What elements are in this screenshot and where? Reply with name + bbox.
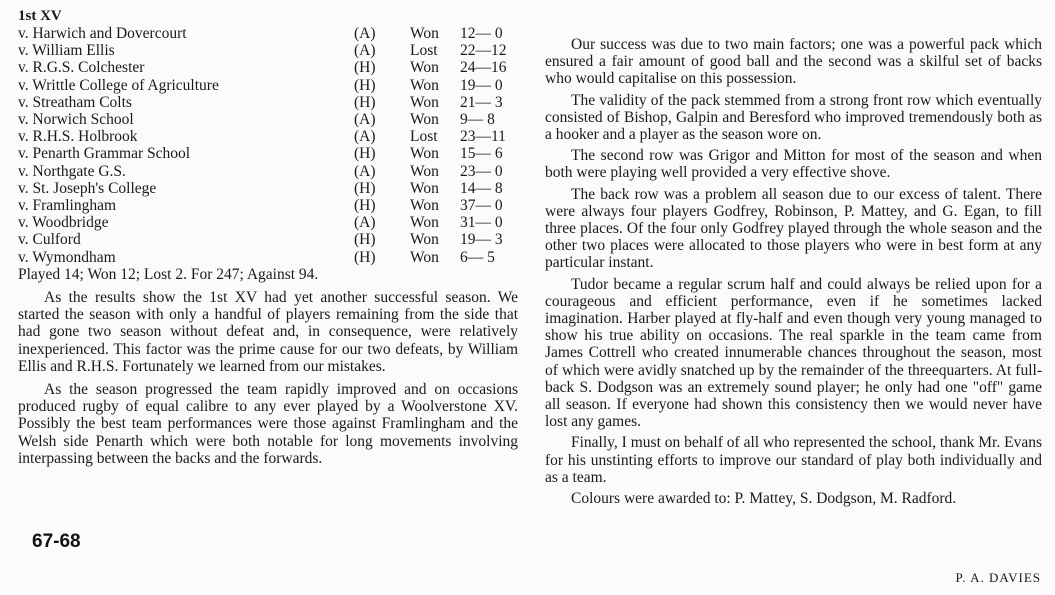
opponent-cell: v. Framlingham (18, 197, 117, 215)
score-cell: 12— 0 (460, 25, 503, 42)
score-cell: 15— 6 (460, 145, 503, 163)
opponent-cell: v. Penarth Grammar School (18, 145, 191, 163)
report-paragraph-6: The back row was a problem all season due to our excess of talent. There were always four players Godfrey, Robinson, P. Mattey, and G. Egan, to fill three places. Of the four only Godfrey played through the whole season and the other two places were allocated to those players who were in best form at any particular instant. (545, 185, 1042, 272)
venue-cell: (A) (354, 111, 376, 129)
result-row (18, 42, 518, 59)
opponent-cell: v. St. Joseph's College (18, 179, 157, 197)
result-cell: Won (410, 76, 439, 94)
venue-cell: (H) (354, 197, 376, 215)
result-cell: Lost (410, 42, 438, 60)
result-row (18, 25, 518, 42)
result-cell: Won (410, 145, 439, 163)
results-body (18, 25, 518, 266)
opponent-cell: v. Wymondham (18, 248, 116, 266)
score-cell: 19— 3 (460, 231, 503, 249)
result-row (18, 231, 518, 248)
opponent-cell: v. R.G.S. Colchester (18, 59, 145, 77)
report-paragraph-5: The second row was Grigor and Mitton for most of the season and when both were playing well provided a very effective shove. (545, 147, 1042, 182)
report-paragraph-2: As the season progressed the team rapidly improved and on occasions produced rugby of equal calibre to any ever played by a Woolverstone XV. Possibly the best team performances were those against Framlingham and the Welsh side Penarth which were both notable for long movements involving interpassing between the backs and the forwards. (18, 381, 518, 467)
score-cell: 19— 0 (460, 76, 503, 94)
result-row (18, 128, 518, 145)
report-paragraph-8: Finally, I must on behalf of all who represented the school, thank Mr. Evans for his unstinting efforts to improve our standard of play both individually and as a team. (545, 434, 1042, 486)
report-paragraph-3: Our success was due to two main factors; one was a powerful pack which ensured a fair amount of good ball and the second was a skilful set of backs who would capitalise on this possession. (545, 36, 1042, 88)
venue-cell: (A) (354, 42, 376, 60)
venue-cell: (H) (354, 145, 376, 163)
result-row (18, 94, 518, 111)
venue-cell: (A) (354, 162, 376, 180)
result-cell: Won (410, 93, 439, 111)
score-cell: 21— 3 (460, 93, 503, 111)
season-summary: Played 14; Won 12; Lost 2. For 247; Against 94. (18, 265, 319, 283)
venue-cell: (H) (354, 231, 376, 249)
result-row (18, 249, 518, 266)
result-cell: Won (410, 179, 439, 197)
page-stamp: 67-68 (32, 531, 81, 552)
opponent-cell: v. Writtle College of Agriculture (18, 76, 219, 94)
opponent-cell: v. Norwich School (18, 111, 134, 129)
score-cell: 14— 8 (460, 179, 503, 197)
result-row (18, 180, 518, 197)
result-cell: Won (410, 59, 439, 77)
result-cell: Won (410, 111, 439, 129)
result-cell: Won (410, 162, 439, 180)
opponent-cell: v. Harwich and Dovercourt (18, 25, 187, 42)
report-paragraph-4: The validity of the pack stemmed from a strong front row which eventually consisted of Bishop, Galpin and Beresford who improved tremendously both as a hooker and a player as the season wore on. (545, 91, 1042, 144)
left-column (18, 8, 518, 473)
venue-cell: (H) (354, 179, 376, 197)
right-column (545, 36, 1042, 511)
report-paragraph-1: As the results show the 1st XV had yet another successful season. We started the season with only a handful of players remaining from the side that had gone two season without defeat and, in consequence, were relatively inexperienced. This factor was the prime cause for our two defeats, by William Ellis and R.H.S. Fortunately we learned from our mistakes. (18, 289, 518, 375)
opponent-cell: v. Streatham Colts (18, 93, 132, 111)
report-paragraph-7: Tudor became a regular scrum half and could always be relied upon for a courageous and efficient performance, even if he sometimes lacked imagination. Harber played at fly-half and even though very young managed to show his true ability on occasions. The real sparkle in the team came from James Cottrell who created innumerable chances throughout the season, most of which were avidly snatched up by the remainder of the threequarters. At full-back S. Dodgson was an extremely sound player; he only had one "off" game all season. If everyone had shown this consistency then we would never have lost any games. (545, 275, 1042, 431)
venue-cell: (A) (354, 214, 376, 232)
result-cell: Lost (410, 128, 438, 146)
result-cell: Won (410, 231, 439, 249)
venue-cell: (H) (354, 93, 376, 111)
opponent-cell: v. Culford (18, 231, 81, 249)
result-row (18, 214, 518, 231)
score-cell: 9— 8 (460, 111, 495, 129)
colours-awarded: Colours were awarded to: P. Mattey, S. Dodgson, M. Radford. (571, 490, 957, 508)
score-cell: 37— 0 (460, 197, 503, 215)
result-cell: Won (410, 248, 439, 266)
result-row (18, 77, 518, 94)
opponent-cell: v. William Ellis (18, 42, 115, 60)
venue-cell: (H) (354, 248, 376, 266)
score-cell: 22—12 (460, 42, 507, 60)
result-row (18, 163, 518, 180)
venue-cell: (A) (354, 128, 376, 146)
result-cell: Won (410, 197, 439, 215)
result-row (18, 111, 518, 128)
result-cell: Won (410, 25, 439, 42)
result-cell: Won (410, 214, 439, 232)
score-cell: 23—11 (460, 128, 506, 146)
venue-cell: (H) (354, 59, 376, 77)
section-heading: 1st XV (18, 8, 62, 24)
score-cell: 23— 0 (460, 162, 503, 180)
score-cell: 6— 5 (460, 248, 495, 266)
score-cell: 24—16 (460, 59, 507, 77)
opponent-cell: v. R.H.S. Holbrook (18, 128, 138, 146)
venue-cell: (A) (354, 25, 376, 42)
result-row (18, 197, 518, 214)
venue-cell: (H) (354, 76, 376, 94)
opponent-cell: v. Woodbridge (18, 214, 109, 232)
opponent-cell: v. Northgate G.S. (18, 162, 126, 180)
results-table (18, 25, 518, 266)
result-row (18, 145, 518, 162)
score-cell: 31— 0 (460, 214, 503, 232)
result-row (18, 59, 518, 76)
author-signature: P. A. DAVIES (955, 570, 1041, 585)
